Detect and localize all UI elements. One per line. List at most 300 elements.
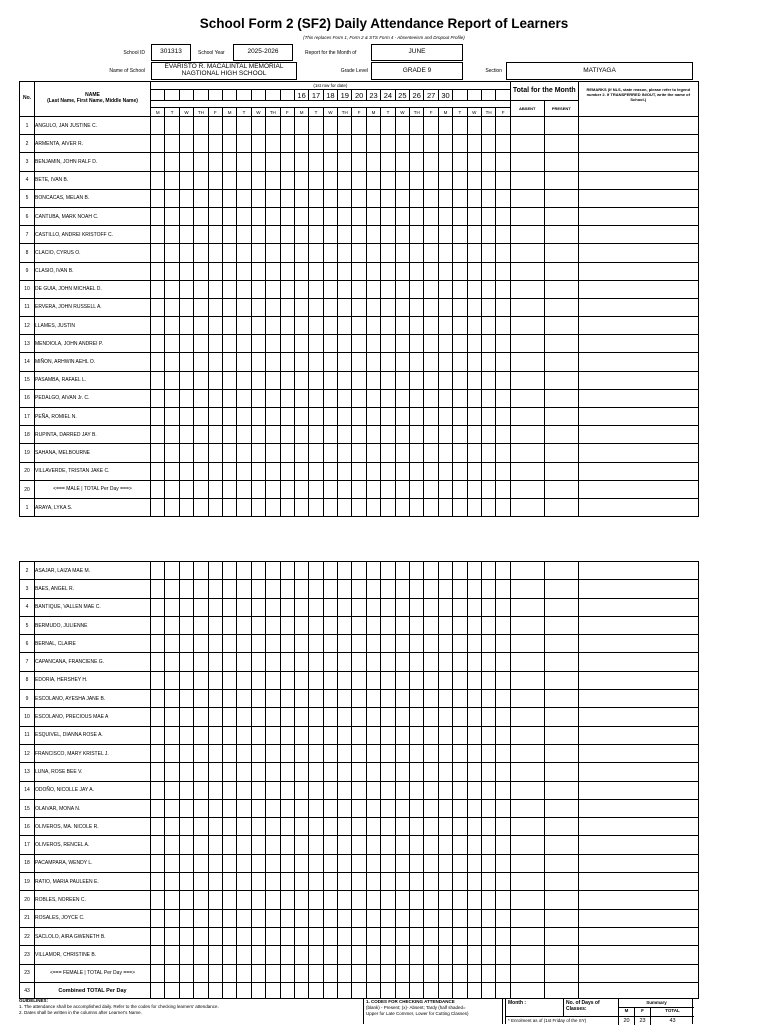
attendance-cell[interactable] (266, 226, 280, 244)
attendance-cell[interactable] (381, 818, 395, 836)
attendance-cell[interactable] (410, 298, 424, 316)
attendance-cell[interactable] (424, 671, 438, 689)
attendance-cell[interactable] (438, 353, 452, 371)
attendance-cell[interactable] (294, 726, 308, 744)
attendance-cell[interactable] (208, 964, 222, 983)
attendance-cell[interactable] (481, 335, 495, 353)
attendance-cell[interactable] (338, 244, 352, 262)
attendance-cell[interactable] (424, 317, 438, 335)
attendance-cell[interactable] (453, 635, 467, 653)
attendance-cell[interactable] (194, 480, 208, 499)
attendance-cell[interactable] (481, 836, 495, 854)
attendance-cell[interactable] (266, 927, 280, 945)
attendance-cell[interactable] (194, 317, 208, 335)
attendance-cell[interactable] (194, 927, 208, 945)
attendance-cell[interactable] (481, 117, 495, 135)
remarks-cell[interactable] (578, 818, 698, 836)
attendance-cell[interactable] (453, 426, 467, 444)
attendance-cell[interactable] (323, 480, 337, 499)
total-present-cell[interactable] (544, 763, 578, 781)
attendance-cell[interactable] (222, 744, 236, 762)
attendance-cell[interactable] (194, 653, 208, 671)
remarks-cell[interactable] (578, 280, 698, 298)
attendance-cell[interactable] (323, 854, 337, 872)
remarks-cell[interactable] (578, 653, 698, 671)
attendance-cell[interactable] (467, 562, 481, 580)
attendance-cell[interactable] (338, 371, 352, 389)
attendance-cell[interactable] (280, 462, 294, 480)
attendance-cell[interactable] (453, 690, 467, 708)
attendance-cell[interactable] (280, 873, 294, 891)
attendance-cell[interactable] (165, 983, 179, 999)
remarks-cell[interactable] (578, 335, 698, 353)
attendance-cell[interactable] (179, 708, 193, 726)
attendance-cell[interactable] (280, 117, 294, 135)
attendance-cell[interactable] (323, 335, 337, 353)
attendance-cell[interactable] (294, 189, 308, 207)
attendance-cell[interactable] (481, 262, 495, 280)
total-absent-cell[interactable] (510, 353, 544, 371)
attendance-cell[interactable] (395, 690, 409, 708)
attendance-cell[interactable] (467, 836, 481, 854)
attendance-cell[interactable] (222, 462, 236, 480)
school-id-field[interactable]: 301313 (151, 44, 191, 61)
attendance-cell[interactable] (410, 818, 424, 836)
attendance-cell[interactable] (323, 189, 337, 207)
attendance-cell[interactable] (467, 946, 481, 964)
report-month-field[interactable]: JUNE (371, 44, 463, 61)
attendance-cell[interactable] (366, 335, 380, 353)
attendance-cell[interactable] (352, 153, 366, 171)
attendance-cell[interactable] (237, 964, 251, 983)
attendance-cell[interactable] (222, 189, 236, 207)
attendance-cell[interactable] (323, 690, 337, 708)
attendance-cell[interactable] (424, 117, 438, 135)
total-present-cell[interactable] (544, 653, 578, 671)
attendance-cell[interactable] (179, 653, 193, 671)
total-present-cell[interactable] (544, 207, 578, 225)
attendance-cell[interactable] (438, 690, 452, 708)
attendance-cell[interactable] (395, 207, 409, 225)
attendance-cell[interactable] (251, 226, 265, 244)
attendance-cell[interactable] (251, 262, 265, 280)
attendance-cell[interactable] (410, 389, 424, 407)
attendance-cell[interactable] (438, 262, 452, 280)
attendance-cell[interactable] (424, 226, 438, 244)
attendance-cell[interactable] (467, 598, 481, 616)
attendance-cell[interactable] (366, 499, 380, 517)
attendance-cell[interactable] (165, 744, 179, 762)
attendance-cell[interactable] (496, 946, 510, 964)
total-present-cell[interactable] (544, 462, 578, 480)
attendance-cell[interactable] (179, 280, 193, 298)
attendance-cell[interactable] (294, 353, 308, 371)
attendance-cell[interactable] (165, 226, 179, 244)
attendance-cell[interactable] (352, 480, 366, 499)
attendance-cell[interactable] (453, 353, 467, 371)
attendance-cell[interactable] (453, 562, 467, 580)
attendance-cell[interactable] (496, 207, 510, 225)
attendance-cell[interactable] (395, 763, 409, 781)
attendance-cell[interactable] (222, 781, 236, 799)
attendance-cell[interactable] (179, 244, 193, 262)
total-absent-cell[interactable] (510, 927, 544, 945)
attendance-cell[interactable] (467, 726, 481, 744)
attendance-cell[interactable] (352, 690, 366, 708)
total-absent-cell[interactable] (510, 408, 544, 426)
attendance-cell[interactable] (467, 635, 481, 653)
attendance-cell[interactable] (222, 280, 236, 298)
attendance-cell[interactable] (438, 280, 452, 298)
attendance-cell[interactable] (294, 580, 308, 598)
attendance-cell[interactable] (208, 426, 222, 444)
attendance-cell[interactable] (222, 799, 236, 817)
attendance-cell[interactable] (352, 244, 366, 262)
attendance-cell[interactable] (438, 635, 452, 653)
attendance-cell[interactable] (251, 927, 265, 945)
attendance-cell[interactable] (453, 171, 467, 189)
attendance-cell[interactable] (309, 371, 323, 389)
attendance-cell[interactable] (266, 726, 280, 744)
attendance-cell[interactable] (222, 708, 236, 726)
attendance-cell[interactable] (294, 562, 308, 580)
attendance-cell[interactable] (395, 946, 409, 964)
attendance-cell[interactable] (366, 262, 380, 280)
attendance-cell[interactable] (266, 353, 280, 371)
attendance-cell[interactable] (366, 317, 380, 335)
attendance-cell[interactable] (496, 262, 510, 280)
attendance-cell[interactable] (280, 262, 294, 280)
attendance-cell[interactable] (222, 562, 236, 580)
attendance-cell[interactable] (381, 690, 395, 708)
attendance-cell[interactable] (151, 744, 165, 762)
attendance-cell[interactable] (309, 616, 323, 634)
attendance-cell[interactable] (366, 799, 380, 817)
attendance-cell[interactable] (395, 317, 409, 335)
attendance-cell[interactable] (381, 891, 395, 909)
attendance-cell[interactable] (151, 690, 165, 708)
attendance-cell[interactable] (381, 462, 395, 480)
attendance-cell[interactable] (179, 671, 193, 689)
attendance-cell[interactable] (481, 444, 495, 462)
attendance-cell[interactable] (280, 653, 294, 671)
attendance-cell[interactable] (208, 317, 222, 335)
attendance-cell[interactable] (237, 462, 251, 480)
attendance-cell[interactable] (294, 462, 308, 480)
attendance-cell[interactable] (381, 580, 395, 598)
attendance-cell[interactable] (266, 444, 280, 462)
attendance-cell[interactable] (151, 671, 165, 689)
attendance-cell[interactable] (251, 499, 265, 517)
total-present-cell[interactable] (544, 499, 578, 517)
attendance-cell[interactable] (467, 799, 481, 817)
attendance-cell[interactable] (395, 353, 409, 371)
attendance-cell[interactable] (251, 298, 265, 316)
attendance-cell[interactable] (237, 408, 251, 426)
attendance-cell[interactable] (151, 335, 165, 353)
attendance-cell[interactable] (395, 616, 409, 634)
attendance-cell[interactable] (395, 480, 409, 499)
school-name-field[interactable]: EVARISTO R. MACALINTAL MEMORIAL NAGTIONAL HIGH SCHOOL (151, 62, 297, 80)
attendance-cell[interactable] (352, 598, 366, 616)
attendance-cell[interactable] (352, 444, 366, 462)
attendance-cell[interactable] (208, 207, 222, 225)
attendance-cell[interactable] (467, 763, 481, 781)
attendance-cell[interactable] (194, 408, 208, 426)
total-present-cell[interactable] (544, 480, 578, 499)
attendance-cell[interactable] (338, 226, 352, 244)
attendance-cell[interactable] (438, 562, 452, 580)
attendance-cell[interactable] (179, 226, 193, 244)
attendance-cell[interactable] (467, 389, 481, 407)
attendance-cell[interactable] (266, 371, 280, 389)
attendance-cell[interactable] (467, 580, 481, 598)
attendance-cell[interactable] (424, 653, 438, 671)
attendance-cell[interactable] (496, 117, 510, 135)
attendance-cell[interactable] (237, 499, 251, 517)
attendance-cell[interactable] (481, 371, 495, 389)
attendance-cell[interactable] (395, 836, 409, 854)
attendance-cell[interactable] (179, 818, 193, 836)
attendance-cell[interactable] (381, 744, 395, 762)
attendance-cell[interactable] (467, 653, 481, 671)
attendance-cell[interactable] (366, 371, 380, 389)
attendance-cell[interactable] (424, 580, 438, 598)
attendance-cell[interactable] (424, 983, 438, 999)
total-absent-cell[interactable] (510, 891, 544, 909)
attendance-cell[interactable] (366, 946, 380, 964)
attendance-cell[interactable] (251, 280, 265, 298)
attendance-cell[interactable] (323, 580, 337, 598)
attendance-cell[interactable] (381, 726, 395, 744)
attendance-cell[interactable] (165, 598, 179, 616)
attendance-cell[interactable] (496, 635, 510, 653)
attendance-cell[interactable] (338, 562, 352, 580)
attendance-cell[interactable] (179, 135, 193, 153)
attendance-cell[interactable] (294, 763, 308, 781)
attendance-cell[interactable] (266, 598, 280, 616)
attendance-cell[interactable] (410, 335, 424, 353)
attendance-cell[interactable] (366, 189, 380, 207)
attendance-cell[interactable] (280, 964, 294, 983)
total-absent-cell[interactable] (510, 335, 544, 353)
attendance-cell[interactable] (237, 873, 251, 891)
attendance-cell[interactable] (266, 873, 280, 891)
attendance-cell[interactable] (338, 426, 352, 444)
attendance-cell[interactable] (323, 726, 337, 744)
attendance-cell[interactable] (309, 444, 323, 462)
attendance-cell[interactable] (338, 635, 352, 653)
total-absent-cell[interactable] (510, 317, 544, 335)
attendance-cell[interactable] (366, 891, 380, 909)
attendance-cell[interactable] (323, 171, 337, 189)
attendance-cell[interactable] (381, 298, 395, 316)
attendance-cell[interactable] (294, 117, 308, 135)
attendance-cell[interactable] (424, 818, 438, 836)
remarks-cell[interactable] (578, 462, 698, 480)
attendance-cell[interactable] (496, 135, 510, 153)
attendance-cell[interactable] (280, 480, 294, 499)
total-absent-cell[interactable] (510, 280, 544, 298)
attendance-cell[interactable] (294, 818, 308, 836)
attendance-cell[interactable] (381, 189, 395, 207)
attendance-cell[interactable] (208, 135, 222, 153)
attendance-cell[interactable] (467, 744, 481, 762)
attendance-cell[interactable] (323, 562, 337, 580)
attendance-cell[interactable] (453, 653, 467, 671)
attendance-cell[interactable] (237, 562, 251, 580)
attendance-cell[interactable] (151, 135, 165, 153)
attendance-cell[interactable] (165, 690, 179, 708)
attendance-cell[interactable] (481, 189, 495, 207)
attendance-cell[interactable] (179, 909, 193, 927)
remarks-cell[interactable] (578, 171, 698, 189)
attendance-cell[interactable] (309, 854, 323, 872)
attendance-cell[interactable] (438, 135, 452, 153)
attendance-cell[interactable] (453, 499, 467, 517)
attendance-cell[interactable] (467, 462, 481, 480)
attendance-cell[interactable] (366, 854, 380, 872)
total-absent-cell[interactable] (510, 744, 544, 762)
attendance-cell[interactable] (338, 480, 352, 499)
attendance-cell[interactable] (237, 117, 251, 135)
attendance-cell[interactable] (496, 598, 510, 616)
attendance-cell[interactable] (352, 781, 366, 799)
attendance-cell[interactable] (266, 964, 280, 983)
attendance-cell[interactable] (395, 444, 409, 462)
attendance-cell[interactable] (424, 690, 438, 708)
attendance-cell[interactable] (496, 280, 510, 298)
attendance-cell[interactable] (208, 462, 222, 480)
attendance-cell[interactable] (352, 207, 366, 225)
attendance-cell[interactable] (352, 726, 366, 744)
attendance-cell[interactable] (453, 244, 467, 262)
attendance-cell[interactable] (381, 499, 395, 517)
attendance-cell[interactable] (352, 499, 366, 517)
attendance-cell[interactable] (294, 653, 308, 671)
attendance-cell[interactable] (381, 171, 395, 189)
attendance-cell[interactable] (194, 117, 208, 135)
attendance-cell[interactable] (453, 964, 467, 983)
attendance-cell[interactable] (366, 598, 380, 616)
attendance-cell[interactable] (338, 298, 352, 316)
attendance-cell[interactable] (309, 598, 323, 616)
attendance-cell[interactable] (381, 635, 395, 653)
attendance-cell[interactable] (410, 117, 424, 135)
total-absent-cell[interactable] (510, 189, 544, 207)
section-field[interactable]: MATIYAGA (506, 62, 693, 80)
attendance-cell[interactable] (294, 909, 308, 927)
attendance-cell[interactable] (222, 671, 236, 689)
attendance-cell[interactable] (208, 781, 222, 799)
attendance-cell[interactable] (481, 964, 495, 983)
attendance-cell[interactable] (179, 781, 193, 799)
attendance-cell[interactable] (194, 781, 208, 799)
attendance-cell[interactable] (309, 836, 323, 854)
attendance-cell[interactable] (280, 389, 294, 407)
total-absent-cell[interactable] (510, 244, 544, 262)
attendance-cell[interactable] (309, 653, 323, 671)
grade-level-field[interactable]: GRADE 9 (371, 62, 463, 80)
attendance-cell[interactable] (366, 444, 380, 462)
attendance-cell[interactable] (309, 891, 323, 909)
attendance-cell[interactable] (481, 763, 495, 781)
attendance-cell[interactable] (194, 726, 208, 744)
total-present-cell[interactable] (544, 818, 578, 836)
attendance-cell[interactable] (251, 244, 265, 262)
attendance-cell[interactable] (438, 818, 452, 836)
attendance-cell[interactable] (309, 726, 323, 744)
total-present-cell[interactable] (544, 244, 578, 262)
attendance-cell[interactable] (338, 708, 352, 726)
attendance-cell[interactable] (467, 262, 481, 280)
attendance-cell[interactable] (481, 298, 495, 316)
attendance-cell[interactable] (467, 335, 481, 353)
attendance-cell[interactable] (309, 389, 323, 407)
attendance-cell[interactable] (266, 480, 280, 499)
attendance-cell[interactable] (266, 153, 280, 171)
attendance-cell[interactable] (395, 153, 409, 171)
attendance-cell[interactable] (453, 117, 467, 135)
attendance-cell[interactable] (481, 153, 495, 171)
attendance-cell[interactable] (194, 335, 208, 353)
attendance-cell[interactable] (222, 726, 236, 744)
attendance-cell[interactable] (151, 462, 165, 480)
attendance-cell[interactable] (467, 135, 481, 153)
attendance-cell[interactable] (352, 708, 366, 726)
total-present-cell[interactable] (544, 226, 578, 244)
attendance-cell[interactable] (294, 946, 308, 964)
attendance-cell[interactable] (424, 135, 438, 153)
remarks-cell[interactable] (578, 207, 698, 225)
attendance-cell[interactable] (424, 781, 438, 799)
attendance-cell[interactable] (208, 444, 222, 462)
attendance-cell[interactable] (179, 426, 193, 444)
attendance-cell[interactable] (338, 671, 352, 689)
attendance-cell[interactable] (294, 153, 308, 171)
attendance-cell[interactable] (481, 616, 495, 634)
attendance-cell[interactable] (410, 763, 424, 781)
attendance-cell[interactable] (381, 317, 395, 335)
attendance-cell[interactable] (395, 635, 409, 653)
attendance-cell[interactable] (395, 371, 409, 389)
attendance-cell[interactable] (251, 818, 265, 836)
attendance-cell[interactable] (251, 426, 265, 444)
attendance-cell[interactable] (222, 444, 236, 462)
attendance-cell[interactable] (309, 207, 323, 225)
attendance-cell[interactable] (165, 763, 179, 781)
attendance-cell[interactable] (280, 189, 294, 207)
total-present-cell[interactable] (544, 616, 578, 634)
attendance-cell[interactable] (165, 562, 179, 580)
attendance-cell[interactable] (251, 726, 265, 744)
attendance-cell[interactable] (165, 171, 179, 189)
attendance-cell[interactable] (481, 408, 495, 426)
attendance-cell[interactable] (366, 389, 380, 407)
total-absent-cell[interactable] (510, 389, 544, 407)
attendance-cell[interactable] (496, 671, 510, 689)
attendance-cell[interactable] (208, 244, 222, 262)
attendance-cell[interactable] (438, 708, 452, 726)
attendance-cell[interactable] (338, 153, 352, 171)
attendance-cell[interactable] (251, 836, 265, 854)
total-absent-cell[interactable] (510, 873, 544, 891)
attendance-cell[interactable] (251, 207, 265, 225)
attendance-cell[interactable] (208, 280, 222, 298)
attendance-cell[interactable] (194, 708, 208, 726)
attendance-cell[interactable] (222, 135, 236, 153)
attendance-cell[interactable] (453, 280, 467, 298)
